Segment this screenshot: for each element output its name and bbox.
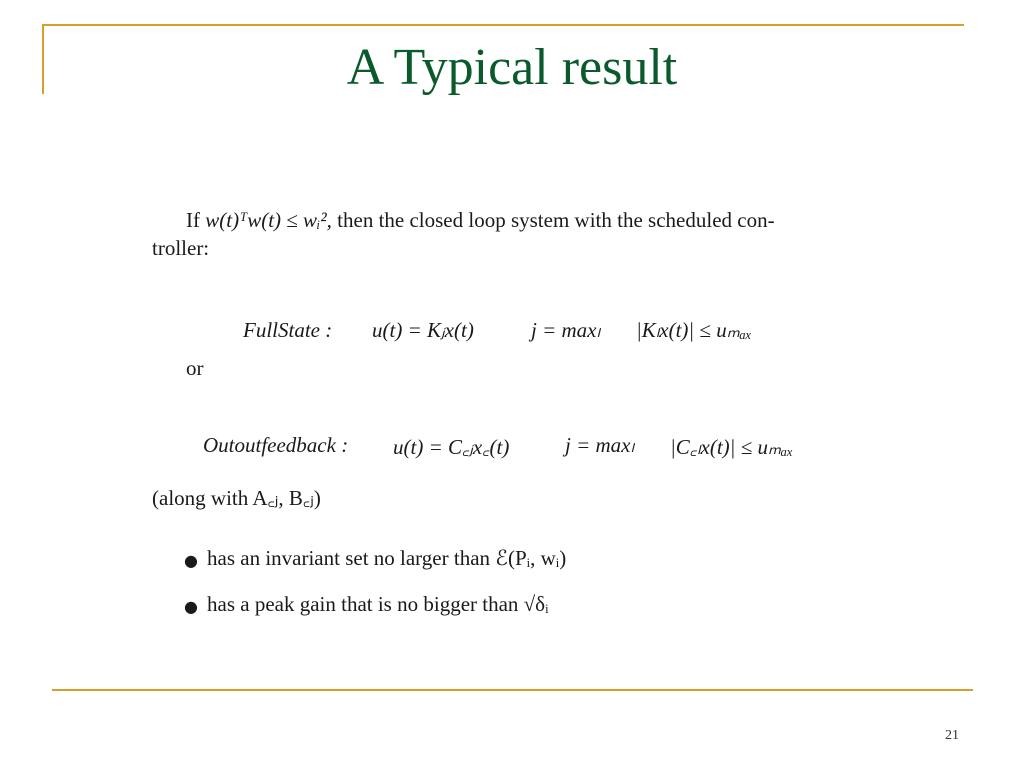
frame-top-line — [42, 24, 964, 26]
intro-rest: then the closed loop system with the scheduled con- — [331, 208, 775, 232]
intro-line-1 — [186, 208, 775, 233]
bullet-icon: ● — [184, 551, 198, 570]
output-feedback-constraint: |C꜀ₗx(t)| ≤ uₘₐₓ — [670, 435, 794, 459]
full-state-law: u(t) = Kⱼx(t) — [372, 318, 474, 342]
full-state-j: j = maxₗ — [531, 318, 600, 342]
bullet-item-peak-gain: has a peak gain that is no bigger than √δᵢ — [207, 592, 549, 616]
bullet-icon: ● — [184, 597, 198, 616]
slide-title: A Typical result — [346, 39, 678, 96]
bullet-item-invariant-set: has an invariant set no larger than ℰ(Pᵢ, wᵢ) — [207, 546, 567, 570]
full-state-constraint: |Kₗx(t)| ≤ uₘₐₓ — [636, 318, 752, 342]
output-feedback-label: Outoutfeedback : — [203, 433, 349, 457]
intro-if: If — [186, 208, 200, 232]
intro-condition: w(t)ᵀw(t) ≤ wᵢ², — [205, 208, 332, 232]
along-with-text: (along with A꜀ⱼ, B꜀ⱼ) — [152, 486, 321, 510]
or-text: or — [186, 356, 204, 380]
intro-line-2: troller: — [152, 236, 210, 260]
full-state-label: FullState : — [243, 318, 333, 342]
frame-bottom-line — [52, 689, 973, 691]
output-feedback-law: u(t) = C꜀ⱼx꜀(t) — [393, 435, 510, 459]
output-feedback-j: j = maxₗ — [565, 433, 634, 457]
slide-number: 21 — [945, 728, 959, 743]
